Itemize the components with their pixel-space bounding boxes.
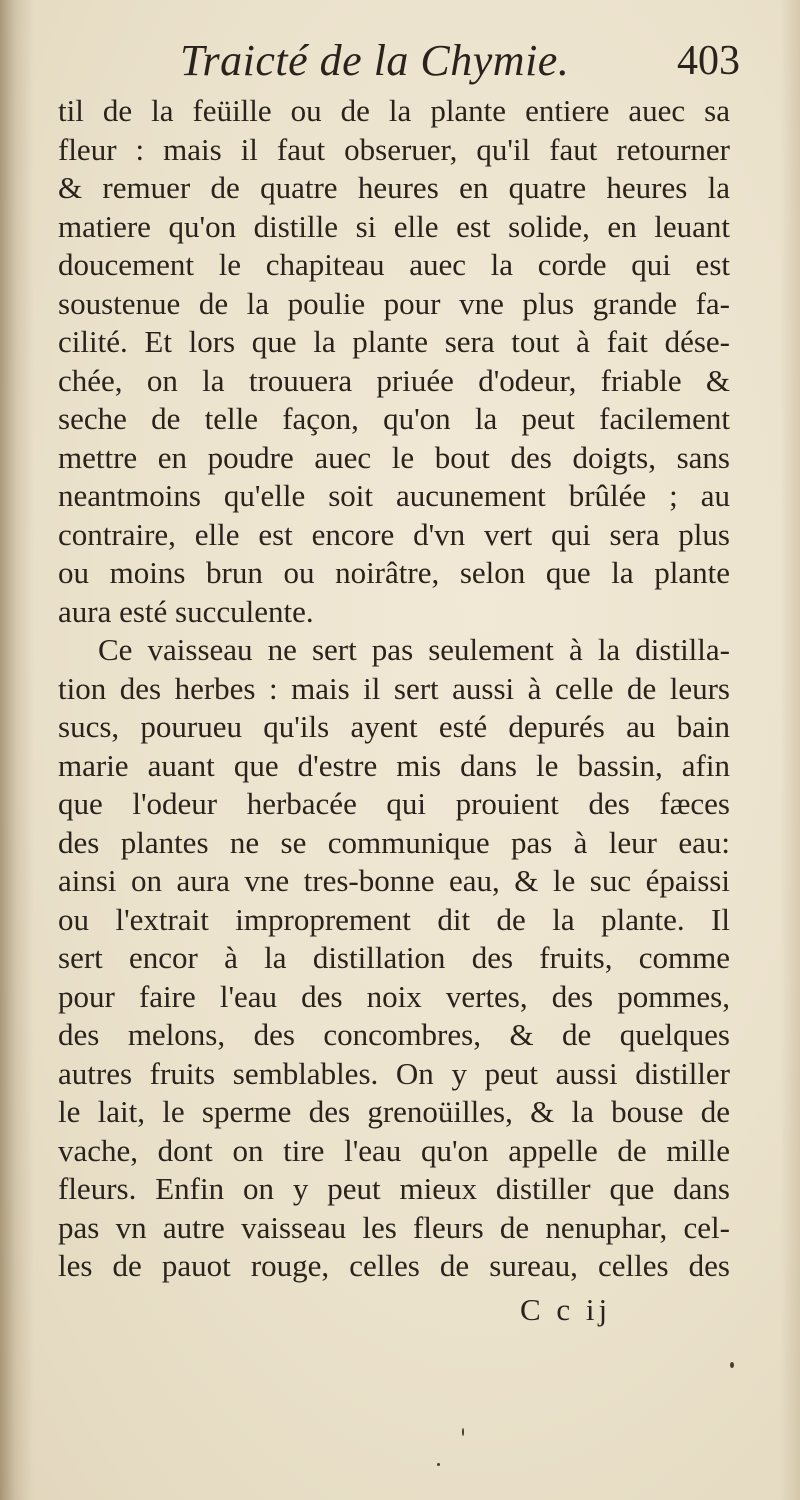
- text-line: til de la feüille ou de la plante entiere auec sa: [58, 93, 730, 128]
- text-line: ainsi on aura vne tres-bonne eau, & le suc épaissi: [58, 863, 730, 898]
- text-line: tion des herbes : mais il sert aussi à celle de leurs: [58, 670, 730, 706]
- text-line: contraire, elle est encore d'vn vert qui sera plus: [58, 516, 730, 552]
- text-line: doucement le chapiteau auec la corde qui est: [58, 247, 730, 282]
- text-line: neantmoins qu'elle soit aucunement brûlée ; au: [58, 478, 730, 513]
- ink-speck: [437, 1463, 440, 1466]
- text-line: que l'odeur herbacée qui prouient des fæces: [58, 786, 730, 821]
- text-line: cilité. Et lors que la plante sera tout à fait dése-: [58, 324, 730, 359]
- paragraph-end-line: aura esté succulente.: [58, 593, 314, 629]
- text-line: vache, dont on tire l'eau qu'on appelle de mille: [58, 1132, 730, 1168]
- text-line: des plantes ne se communique pas à leur eau:: [58, 824, 730, 860]
- text-line: fleur : mais il faut obseruer, qu'il faut retourner: [58, 131, 730, 167]
- ink-speck: [730, 1362, 734, 1368]
- text-line: ou moins brun ou noirâtre, selon que la plante: [58, 555, 730, 590]
- text-line: marie auant que d'estre mis dans le bassin, afin: [58, 747, 730, 783]
- text-line: pas vn autre vaisseau les fleurs de nenuphar, cel-: [58, 1209, 730, 1245]
- body-text: [58, 92, 730, 1286]
- running-title: Traicté de la Chymie.: [180, 36, 570, 85]
- gutter-shadow: [0, 0, 34, 1500]
- text-line: chée, on la trouuera priuée d'odeur, friable &: [58, 362, 730, 398]
- text-line: ou l'extrait improprement dit de la plante. Il: [58, 901, 730, 937]
- text-line: fleurs. Enfin on y peut mieux distiller que dans: [58, 1171, 730, 1206]
- text-line: le lait, le sperme des grenoüilles, & la bouse de: [58, 1094, 730, 1129]
- page-header: [180, 36, 740, 86]
- page-edge: [780, 0, 800, 1500]
- text-line: matiere qu'on distille si elle est solide, en leuant: [58, 208, 730, 244]
- text-line: seche de telle façon, qu'on la peut facilement: [58, 401, 730, 436]
- text-line: mettre en poudre auec le bout des doigts, sans: [58, 439, 730, 475]
- text-line: soustenue de la poulie pour vne plus grande fa-: [58, 285, 730, 321]
- text-line: sucs, pourueu qu'ils ayent esté depurés au bain: [58, 709, 730, 744]
- text-line: pour faire l'eau des noix vertes, des pommes,: [58, 978, 730, 1014]
- text-line: autres fruits semblables. On y peut aussi distiller: [58, 1055, 730, 1091]
- text-line: & remuer de quatre heures en quatre heures la: [58, 170, 730, 205]
- text-line: des melons, des concombres, & de quelques: [58, 1017, 730, 1052]
- page-number: 403: [677, 38, 740, 84]
- paragraph-start-line: Ce vaisseau ne sert pas seulement à la distilla-: [98, 632, 730, 667]
- text-line: sert encor à la distillation des fruits, comme: [58, 940, 730, 975]
- ink-speck: [462, 1428, 464, 1436]
- text-line: les de pauot rouge, celles de sureau, celles des: [58, 1248, 730, 1283]
- signature-mark: C c ij: [520, 1292, 612, 1327]
